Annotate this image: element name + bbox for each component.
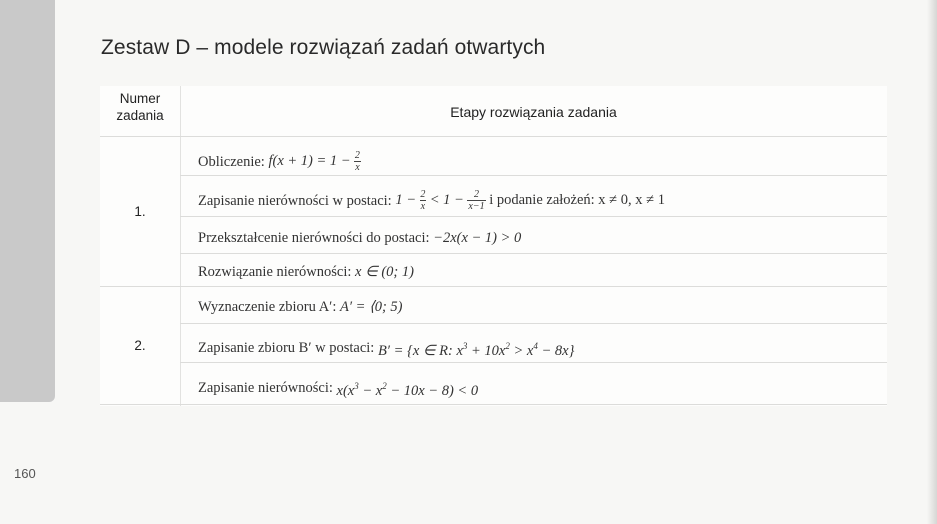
- row-divider: [180, 362, 887, 363]
- step-formula: [268, 150, 360, 173]
- formula-text: x(x: [336, 382, 355, 399]
- fraction-numerator: 2: [354, 150, 360, 161]
- fraction-numerator: 2: [473, 189, 479, 200]
- step-formula: −2x(x − 1) > 0: [433, 229, 522, 246]
- header-number-line1: Numer: [119, 91, 161, 106]
- step-formula: [378, 336, 574, 361]
- step-description: Zapisanie zbioru B′ w postaci:: [198, 340, 375, 357]
- page-margin-strip: [0, 0, 55, 402]
- formula-text: > x: [509, 342, 534, 359]
- header-task-number: [100, 90, 180, 124]
- fraction-denominator: x−1: [468, 201, 485, 212]
- formula-text: − 8x}: [537, 342, 575, 359]
- formula-text: 1 −: [395, 191, 420, 208]
- task-number: 2.: [134, 338, 146, 353]
- header-number-line2: zadania: [116, 108, 164, 123]
- task1-step1: [198, 150, 361, 173]
- formula-text: f(x + 1) = 1 −: [268, 152, 355, 169]
- task1-step3: [198, 227, 521, 247]
- task2-step3: [198, 376, 479, 399]
- step-formula: A′ = ⟨0; 5): [340, 298, 403, 315]
- task-number: 1.: [134, 204, 146, 219]
- fraction: [467, 189, 485, 212]
- header-solution-steps: Etapy rozwiązania zadania: [450, 104, 617, 120]
- step-formula: x ∈ (0; 1): [355, 263, 414, 280]
- formula-text: + 10x: [467, 342, 506, 359]
- task-divider: [100, 286, 887, 287]
- formula-text: i podanie założeń: x ≠ 0, x ≠ 1: [485, 191, 665, 208]
- task2-step1: [198, 296, 403, 316]
- fraction-numerator: 2: [420, 189, 426, 200]
- step-formula: [337, 376, 479, 401]
- exponent: 3: [462, 341, 468, 351]
- step-description: Rozwiązanie nierówności:: [198, 263, 352, 280]
- row-divider: [180, 323, 887, 324]
- task1-step4: [198, 261, 414, 281]
- header-divider: [100, 136, 887, 137]
- step-description: Zapisanie nierówności w postaci:: [198, 192, 392, 209]
- table-bottom-border: [100, 404, 887, 405]
- exponent: 2: [505, 341, 510, 351]
- step-description: Obliczenie:: [198, 153, 265, 170]
- row-divider: [180, 175, 887, 176]
- formula-text: < 1 −: [426, 191, 468, 208]
- column-divider: [180, 86, 181, 406]
- formula-text: − 10x − 8) < 0: [386, 382, 479, 399]
- fraction-denominator: x: [355, 162, 360, 173]
- fraction-denominator: x: [420, 201, 426, 212]
- formula-text: − x: [358, 382, 383, 399]
- step-formula: [395, 189, 665, 212]
- solution-table: [100, 86, 887, 406]
- page-binding-shadow: [927, 0, 937, 524]
- formula-text: B′ = {x ∈ R: x: [377, 342, 463, 359]
- exponent: 3: [354, 381, 359, 391]
- task1-step2: [198, 189, 665, 212]
- page-number: 160: [14, 466, 36, 481]
- exponent: 4: [533, 341, 538, 351]
- exponent: 2: [382, 381, 387, 391]
- step-description: Wyznaczenie zbioru A′:: [198, 298, 337, 315]
- step-description: Przekształcenie nierówności do postaci:: [198, 229, 430, 246]
- page-title: Zestaw D – modele rozwiązań zadań otwartych: [101, 36, 546, 59]
- task2-step2: [198, 336, 575, 359]
- fraction: [354, 150, 360, 173]
- row-divider: [180, 216, 887, 217]
- row-divider: [180, 253, 887, 254]
- step-description: Zapisanie nierówności:: [198, 380, 333, 397]
